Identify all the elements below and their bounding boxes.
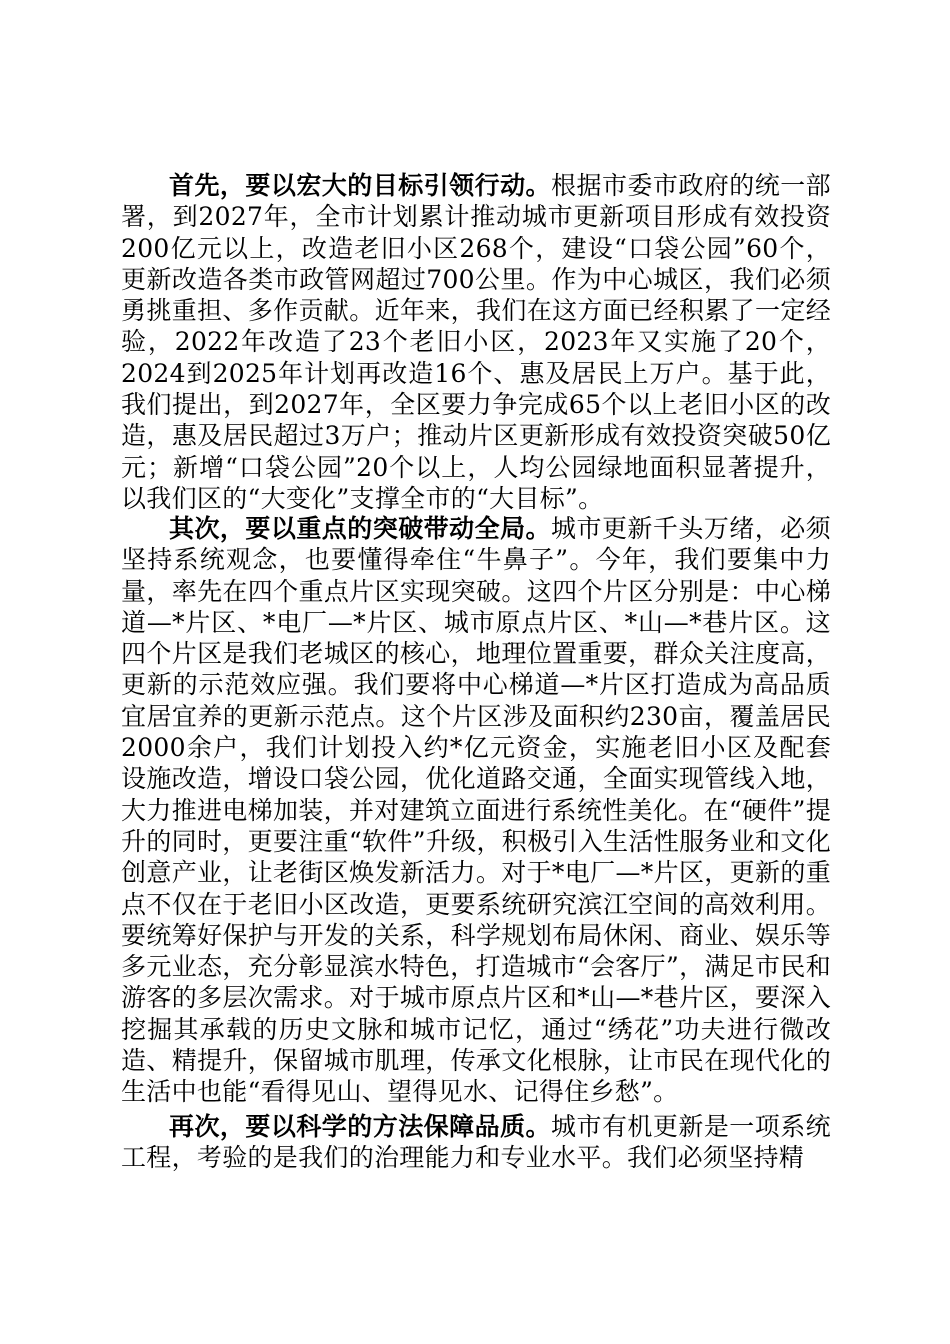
paragraph-body-text: 城市有机更新是一项系统工程，考验的是我们的治理能力和专业水平。我们必须坚持精	[121, 1112, 831, 1173]
paragraph-targets	[121, 170, 831, 514]
paragraph-lead-heading: 其次，要以重点的突破带动全局。	[169, 514, 552, 543]
paragraph-lead-heading: 再次，要以科学的方法保障品质。	[169, 1112, 552, 1141]
paragraph-key-areas	[121, 513, 831, 1108]
paragraph-body-text: 城市更新千头万绪，必须坚持系统观念，也要懂得牵住“牛鼻子”。今年，我们要集中力量，率先在四个重点片区实现突破。这四个片区分别是：中心梯道—*片区、*电厂—*片区、城市原点片区、*山—*巷片区。这四个片区是我们老城区的核心，地理位置重要，群众关注度高，更新的示范效应强。我们要将中心梯道—*片区打造成为高品质宜居宜养的更新示范点。这个片区涉及面积约230亩，覆盖居民2000余户，我们计划投入约*亿元资金，实施老旧小区及配套设施改造，增设口袋公园，优化道路交通，全面实现管线入地，大力推进电梯加装，并对建筑立面进行系统性美化。在“硬件”提升的同时，更要注重“软件”升级，积极引入生活性服务业和文化创意产业，让老街区焕发新活力。对于*电厂—*片区，更新的重点不仅在于老旧小区改造，更要系统研究滨江空间的高效利用。要统筹好保护与开发的关系，科学规划布局休闲、商业、娱乐等多元业态，充分彰显滨水特色，打造城市“会客厅”，满足市民和游客的多层次需求。对于城市原点片区和*山—*巷片区，要深入挖掘其承载的历史文脉和城市记忆，通过“绣花”功夫进行微改造、精提升，保留城市肌理，传承文化根脉，让市民在现代化的生活中也能“看得见山、望得见水、记得住乡愁”。	[121, 514, 831, 1107]
paragraph-quality	[121, 1111, 831, 1174]
paragraph-body-text: 根据市委市政府的统一部署，到2027年，全市计划累计推动城市更新项目形成有效投资200亿元以上，改造老旧小区268个，建设“口袋公园”60个，更新改造各类市政管网超过700公里。作为中心城区，我们必须勇挑重担、多作贡献。近年来，我们在这方面已经积累了一定经验，2022年改造了23个老旧小区，2023年又实施了20个，2024到2025年计划再改造16个、惠及居民上万户。基于此，我们提出，到2027年，全区要力争完成65个以上老旧小区的改造，惠及居民超过3万户；推动片区更新形成有效投资突破50亿元；新增“口袋公园”20个以上，人均公园绿地面积显著提升，以我们区的“大变化”支撑全市的“大目标”。	[121, 171, 831, 513]
paragraph-lead-heading: 首先，要以宏大的目标引领行动。	[169, 171, 552, 200]
